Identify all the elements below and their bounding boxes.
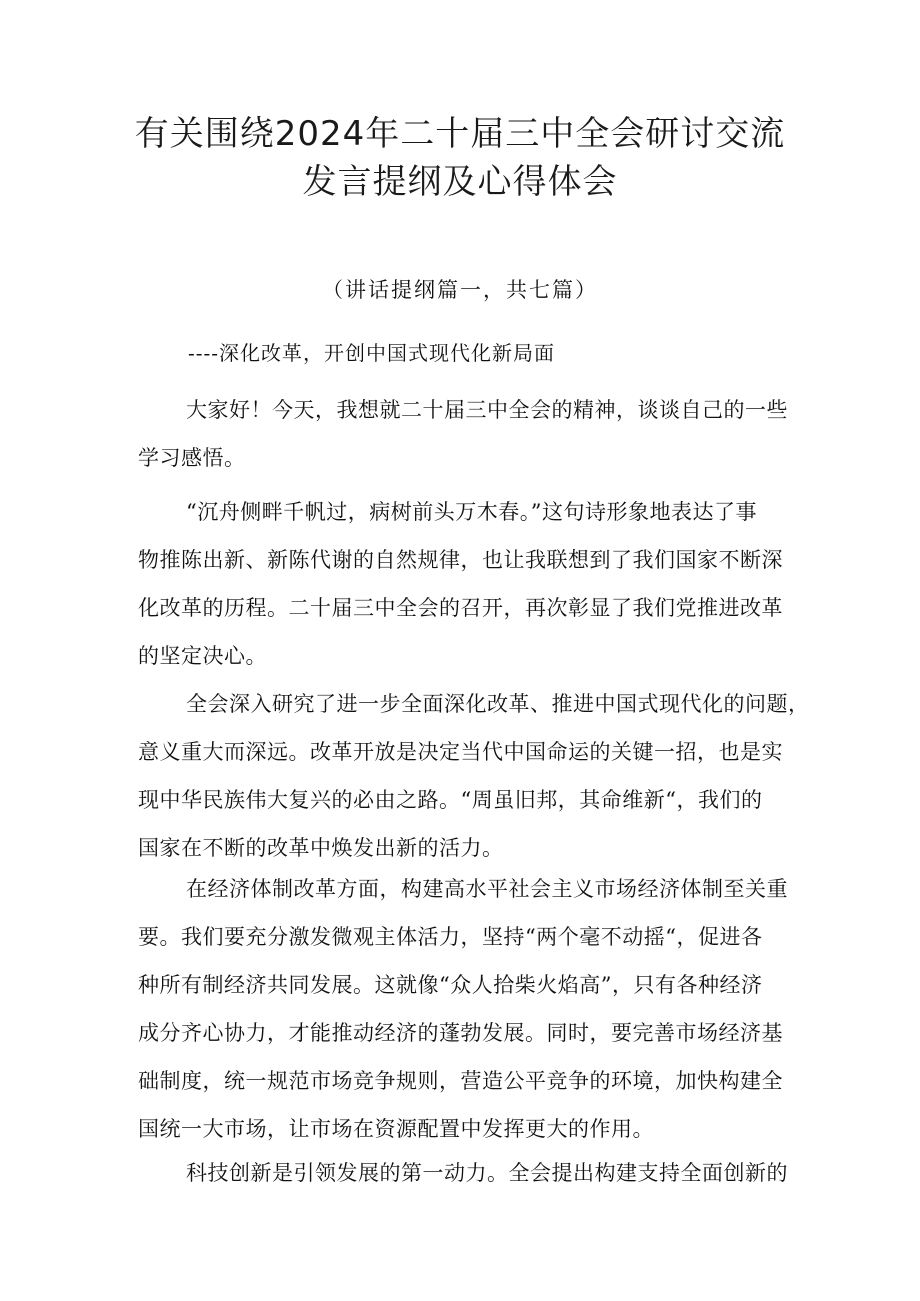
paragraph-line: 大家好！今天，我想就二十届三中全会的精神，谈谈自己的一些 xyxy=(186,398,788,422)
paragraph-poem xyxy=(138,488,798,680)
paragraph-line: 学习感悟。 xyxy=(138,446,246,470)
paragraph-line: 国统一大市场，让市场在资源配置中发挥更大的作用。 xyxy=(138,1117,654,1141)
paragraph-line: 成分齐心协力，才能推动经济的蓬勃发展。同时，要完善市场经济基 xyxy=(138,1021,783,1045)
paragraph-line: 化改革的历程。二十届三中全会的召开，再次彰显了我们党推进改革 xyxy=(138,596,783,620)
paragraph-line: 意义重大而深远。改革开放是决定当代中国命运的关键一招，也是实 xyxy=(138,740,783,764)
paragraph-line: 全会深入研究了进一步全面深化改革、推进中国式现代化的问题， xyxy=(186,692,810,716)
paragraph-tech-innovation xyxy=(138,1149,798,1197)
paragraph-line: 种所有制经济共同发展。这就像“众人拾柴火焰高”，只有各种经济 xyxy=(138,973,763,997)
paragraph-line: 科技创新是引领发展的第一动力。全会提出构建支持全面创新的 xyxy=(186,1161,788,1185)
document-subtitle: （讲话提纲篇一，共七篇） xyxy=(322,278,598,302)
paragraph-line: 在经济体制改革方面，构建高水平社会主义市场经济体制至关重 xyxy=(186,877,788,901)
paragraph-line: 国家在不断的改革中焕发出新的活力。 xyxy=(138,836,504,860)
paragraph-line: 的坚定决心。 xyxy=(138,644,267,668)
document-title-line-2: 发言提纲及心得体会 xyxy=(302,162,618,202)
paragraph-line: 础制度，统一规范市场竞争规则，营造公平竞争的环境，加快构建全 xyxy=(138,1069,783,1093)
document-title-line-1: 有关围绕2024年二十届三中全会研讨交流 xyxy=(134,114,786,154)
paragraph-line: 物推陈出新、新陈代谢的自然规律，也让我联想到了我们国家不断深 xyxy=(138,548,783,572)
paragraph-greeting xyxy=(138,386,798,482)
paragraph-economic-reform xyxy=(138,865,798,1153)
paragraph-line: 现中华民族伟大复兴的必由之路。“周虽旧邦，其命维新“，我们的 xyxy=(138,788,763,812)
paragraph-line: 要。我们要充分激发微观主体活力，坚持“两个毫不动摇“，促进各 xyxy=(138,925,763,949)
paragraph-line: “沉舟侧畔千帆过，病树前头万木春。”这句诗形象地表达了事 xyxy=(186,500,757,524)
paragraph-reform-significance xyxy=(138,680,810,872)
document-tagline: ----深化改革，开创中国式现代化新局面 xyxy=(188,341,556,365)
